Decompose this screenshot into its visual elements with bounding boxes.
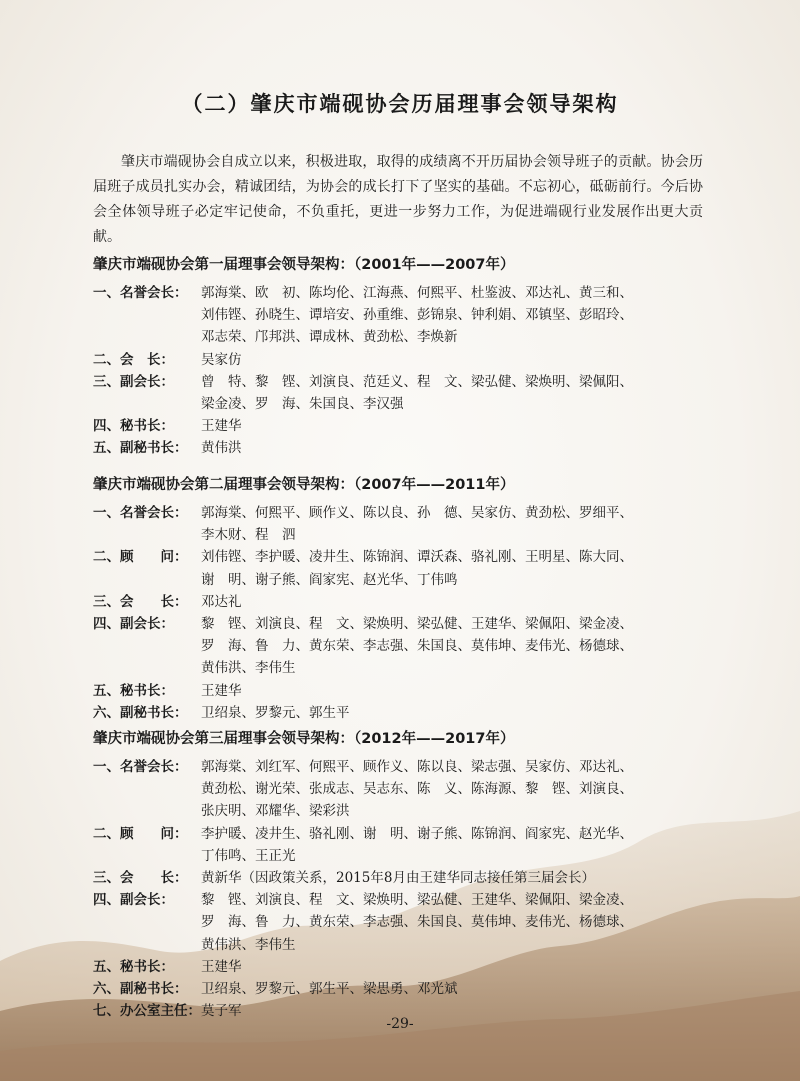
position-row (93, 823, 713, 867)
section-title: 肇庆市端砚协会第二届理事会领导架构：（2007年——2011年） (93, 477, 515, 493)
member-names (201, 613, 713, 680)
member-names-line: 黄伟洪 (201, 440, 242, 457)
member-names-line: 李护暖、凌井生、骆礼刚、谢 明、谢子熊、陈锦润、阎家宪、赵光华、 (201, 825, 633, 842)
member-names (201, 756, 713, 823)
member-names-line: 莫子军 (201, 1003, 242, 1020)
member-names-line: 刘伟铿、李护暖、凌井生、陈锦润、谭沃森、骆礼刚、王明星、陈大同、 (201, 549, 633, 566)
member-names (201, 546, 713, 590)
position-row (93, 613, 713, 680)
position-label: 四、副会长： (93, 892, 174, 909)
member-names-line: 郭海棠、何熙平、顾作义、陈以良、孙 德、吴家仿、黄劲松、罗细平、 (201, 505, 633, 521)
member-names-line: 黎 铿、刘演良、程 文、梁焕明、梁弘健、王建华、梁佩阳、梁金凌、 (201, 892, 633, 909)
member-names-line: 黄伟洪、李伟生 (201, 660, 296, 677)
section-title: 肇庆市端砚协会第一届理事会领导架构：（2001年——2007年） (93, 257, 515, 273)
position-row (93, 978, 713, 1000)
member-names-line: 吴家仿 (201, 351, 242, 368)
member-names-line: 郭海棠、刘红军、何熙平、顾作义、陈以良、梁志强、吴家仿、邓达礼、 (201, 759, 633, 775)
member-names-line: 刘伟铿、孙晓生、谭培安、孙重维、彭锦泉、钟利娟、邓镇坚、彭昭玲、 (201, 307, 633, 324)
member-names-line: 卫绍泉、罗黎元、郭生平、梁思勇、邓光斌 (201, 981, 458, 998)
member-names-line: 张庆明、邓耀华、梁彩洪 (201, 803, 350, 820)
member-names-line: 王建华 (201, 682, 242, 699)
position-label: 二、顾 问： (93, 825, 188, 842)
position-row (93, 437, 713, 459)
position-row (93, 371, 713, 415)
position-label: 一、名誉会长： (93, 759, 188, 775)
position-label: 四、秘书长： (93, 418, 174, 435)
position-row (93, 415, 713, 437)
position-label: 五、副秘书长： (93, 440, 188, 457)
position-label: 二、顾 问： (93, 549, 188, 566)
member-names (201, 702, 713, 724)
member-names-line: 黄劲松、谢光荣、张成志、吴志东、陈 义、陈海源、黎 铿、刘演良、 (201, 781, 633, 798)
position-row (93, 502, 713, 546)
member-names (201, 956, 713, 978)
member-names-line: 李木财、程 泗 (201, 527, 296, 544)
position-label: 三、会 长： (93, 870, 188, 887)
position-row (93, 282, 713, 349)
member-names (201, 823, 713, 867)
member-names-line: 邓志荣、邝邦洪、谭成林、黄劲松、李焕新 (201, 329, 458, 346)
position-label: 三、会 长： (93, 593, 188, 610)
position-label: 三、副会长： (93, 373, 174, 390)
position-row (93, 349, 713, 371)
position-row (93, 680, 713, 702)
member-names (201, 680, 713, 702)
member-names-line: 黄新华（因政策关系，2015年8月由王建华同志接任第三届会长） (201, 870, 595, 887)
position-row (93, 546, 713, 590)
member-names-line: 黄伟洪、李伟生 (201, 936, 296, 953)
position-row (93, 889, 713, 956)
position-row (93, 756, 713, 823)
member-names (201, 502, 713, 546)
member-names (201, 591, 713, 613)
position-label: 七、办公室主任： (93, 1003, 201, 1020)
position-label: 五、秘书长： (93, 958, 174, 975)
position-label: 一、名誉会长： (93, 505, 188, 521)
position-label: 一、名誉会长： (93, 285, 188, 301)
member-names (201, 867, 713, 889)
member-names-line: 郭海棠、欧 初、陈均伦、江海燕、何熙平、杜鉴波、邓达礼、黄三和、 (201, 285, 633, 301)
council-section (93, 726, 713, 1022)
member-names-line: 王建华 (201, 418, 242, 435)
position-row (93, 956, 713, 978)
page-title: （二）肇庆市端砚协会历届理事会领导架构 (181, 92, 619, 116)
member-names (201, 415, 713, 437)
member-names-line: 卫绍泉、罗黎元、郭生平 (201, 704, 350, 721)
member-names (201, 349, 713, 371)
page-number: -29- (386, 1016, 414, 1032)
member-names (201, 282, 713, 349)
member-names-line: 梁金凌、罗 海、朱国良、李汉强 (201, 396, 404, 413)
position-row (93, 702, 713, 724)
member-names (201, 978, 713, 1000)
section-title: 肇庆市端砚协会第三届理事会领导架构：（2012年——2017年） (93, 731, 515, 747)
member-names-line: 王建华 (201, 958, 242, 975)
member-names-line: 丁伟鸣、王正光 (201, 847, 296, 864)
position-row (93, 867, 713, 889)
position-label: 六、副秘书长： (93, 981, 188, 998)
council-section (93, 472, 713, 724)
member-names (201, 437, 713, 459)
position-row (93, 591, 713, 613)
member-names (201, 371, 713, 415)
member-names-line: 罗 海、鲁 力、黄东荣、李志强、朱国良、莫伟坤、麦伟光、杨德球、 (201, 638, 633, 655)
member-names (201, 889, 713, 956)
council-section (93, 252, 713, 460)
member-names-line: 邓达礼 (201, 593, 242, 610)
position-label: 五、秘书长： (93, 682, 174, 699)
position-label: 四、副会长： (93, 616, 174, 633)
member-names-line: 谢 明、谢子熊、阎家宪、赵光华、丁伟鸣 (201, 571, 458, 588)
position-label: 二、会 长： (93, 351, 174, 368)
position-label: 六、副秘书长： (93, 704, 188, 721)
member-names-line: 曾 特、黎 铿、刘演良、范廷义、程 文、梁弘健、梁焕明、梁佩阳、 (201, 373, 633, 390)
intro-paragraph: 肇庆市端砚协会自成立以来，积极进取，取得的成绩离不开历届协会领导班子的贡献。协会历届班子成员扎实办会，精诚团结，为协会的成长打下了坚实的基础。不忘初心，砥砺前行。今后协会全体领导班子必定牢记使命，不负重托，更进一步努力工作，为促进端砚行业发展作出更大贡献。 (93, 154, 703, 245)
member-names-line: 罗 海、鲁 力、黄东荣、李志强、朱国良、莫伟坤、麦伟光、杨德球、 (201, 914, 633, 931)
member-names-line: 黎 铿、刘演良、程 文、梁焕明、梁弘健、王建华、梁佩阳、梁金凌、 (201, 616, 633, 633)
